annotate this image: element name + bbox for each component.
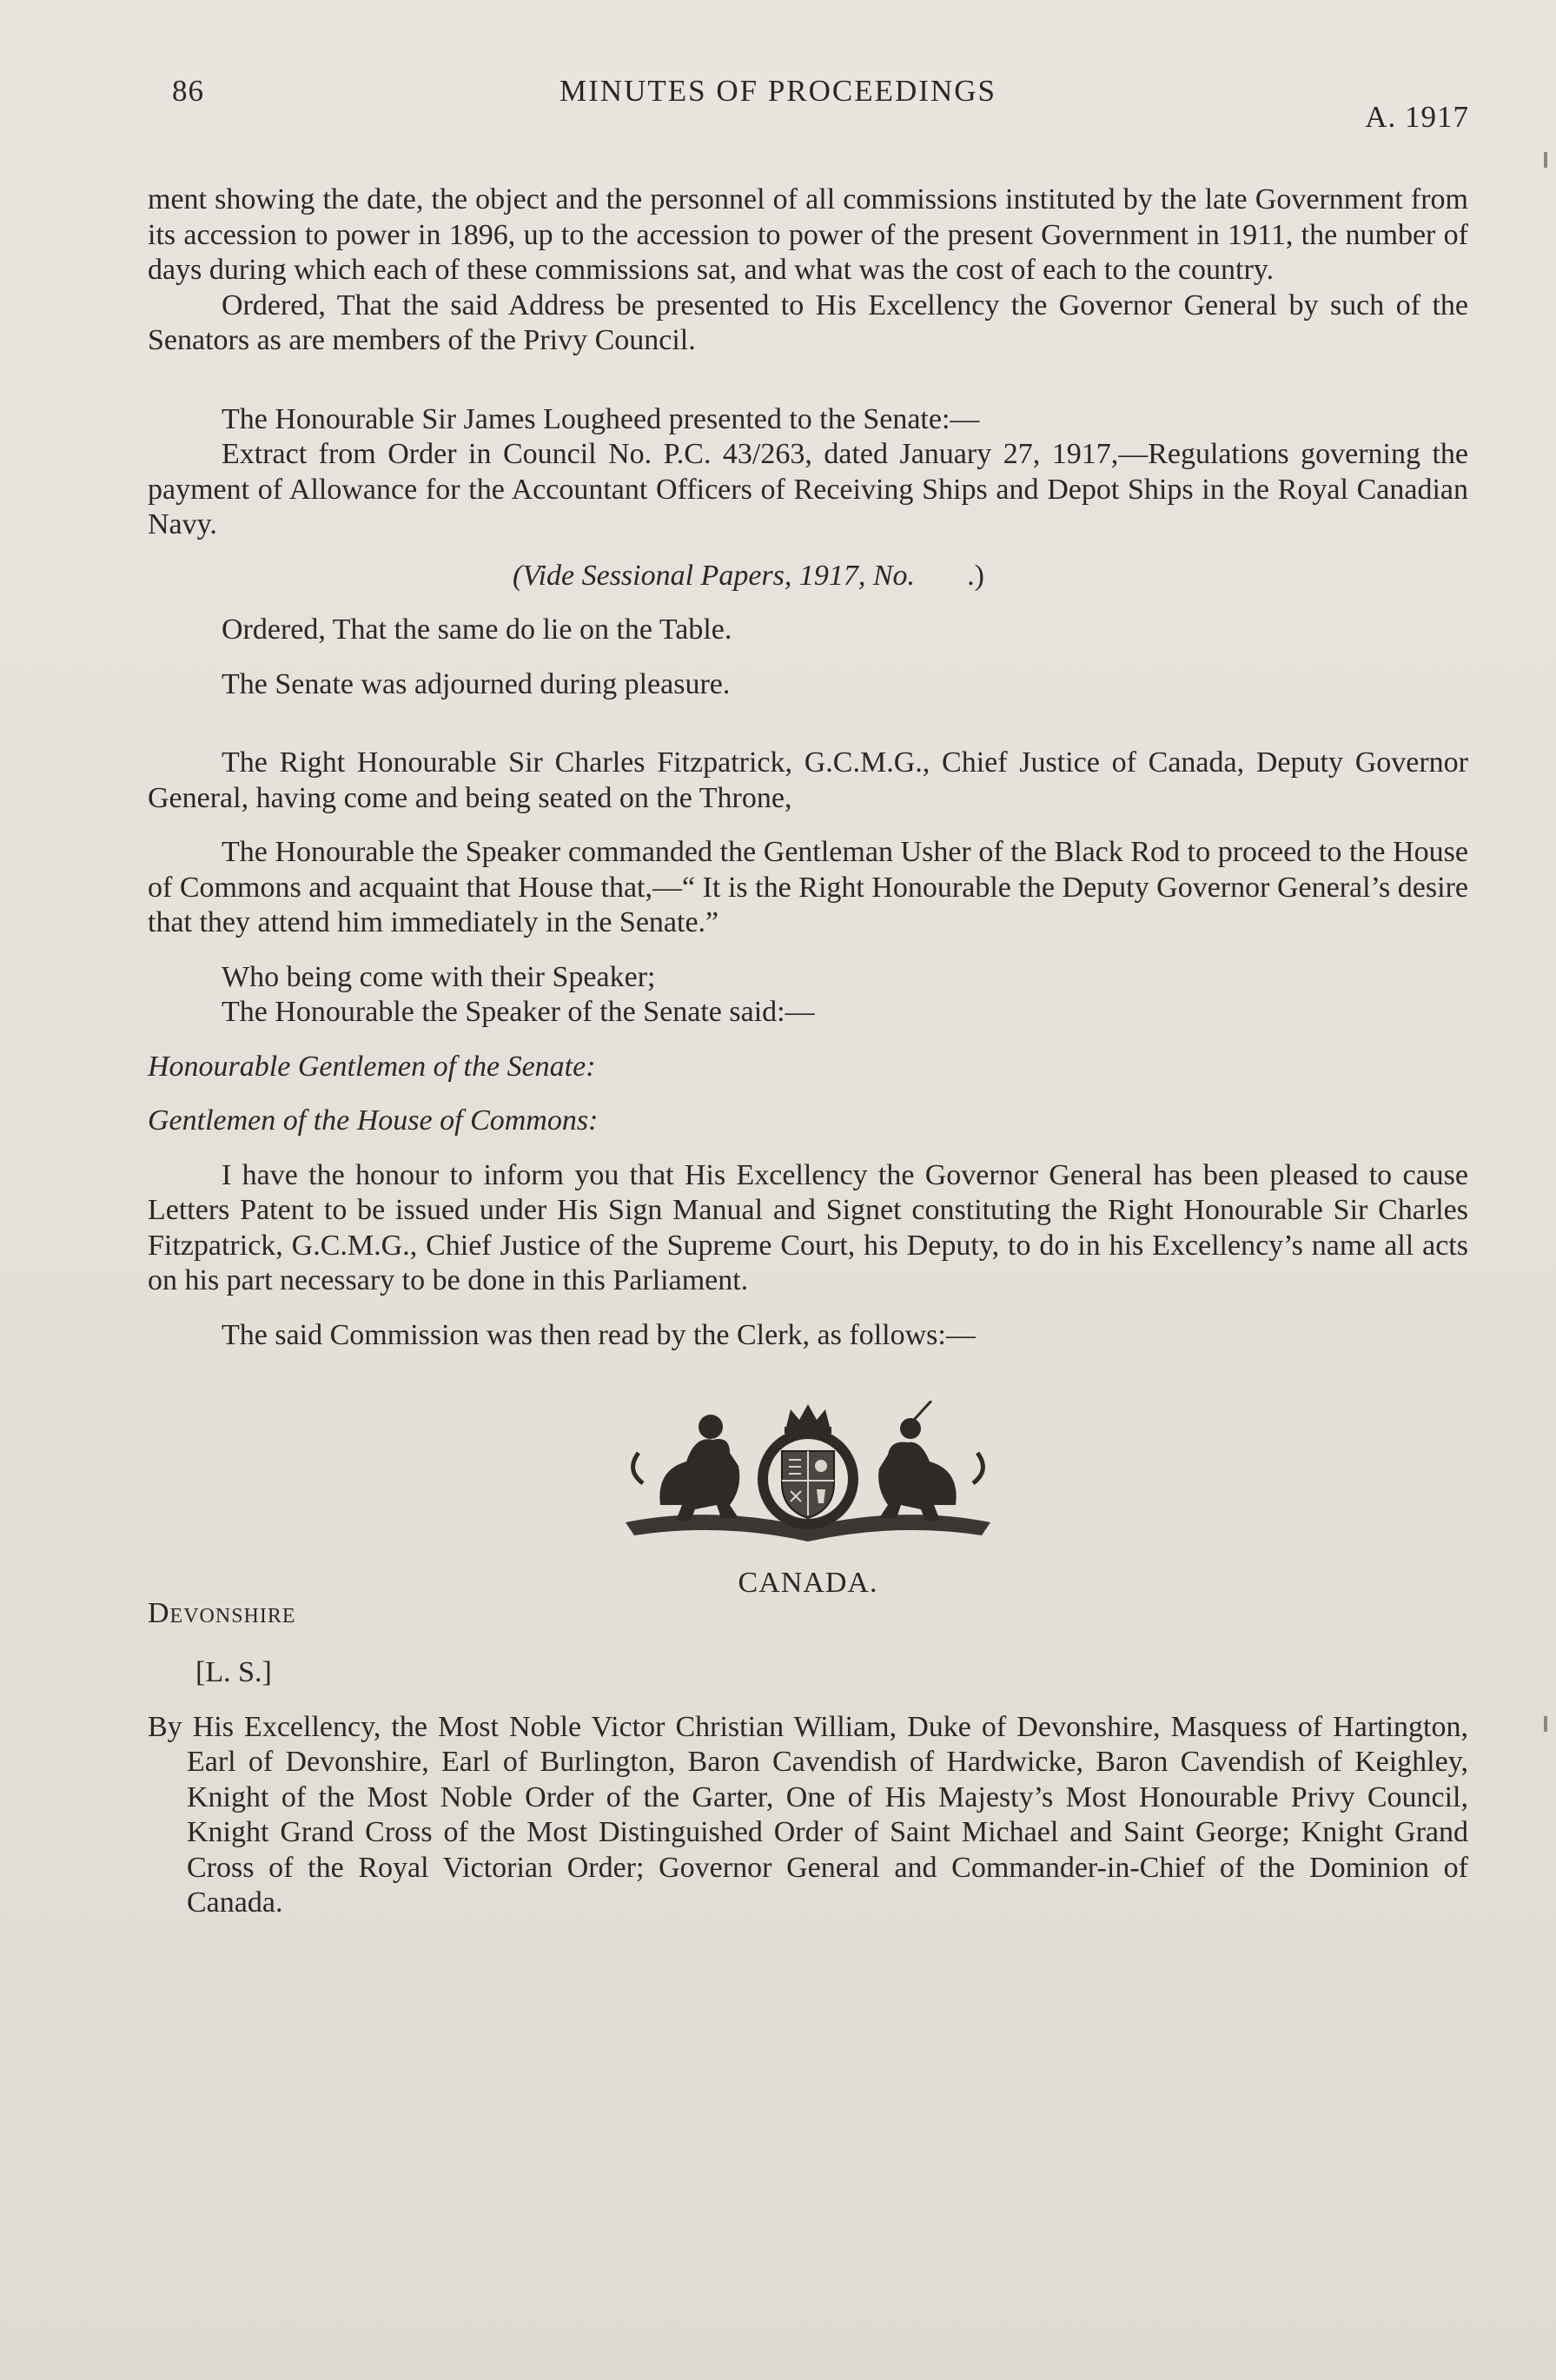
salutation-commons: Gentlemen of the House of Commons: xyxy=(148,1104,599,1137)
paragraph: Extract from Order in Council No. P.C. 43/263, dated January 27, 1917,—Regulations governing the payment of Allowance for the Accountant Officers of Receiving Ships and Depot Ships in the Royal Canadian Navy. xyxy=(148,438,1468,540)
paragraph: Ordered, That the said Address be presented to His Excellency the Governor General by such of the Senators as are members of the Privy Council. xyxy=(148,288,1468,356)
minutes-body xyxy=(148,182,1468,1921)
paragraph: Who being come with their Speaker; xyxy=(222,960,656,993)
country-heading: CANADA. xyxy=(738,1567,878,1599)
royal-coat-of-arms-icon xyxy=(608,1401,1008,1557)
running-title: MINUTES OF PROCEEDINGS xyxy=(559,74,997,108)
vide-reference xyxy=(513,559,1468,594)
crest-container xyxy=(148,1401,1468,1557)
vide-close: .) xyxy=(967,559,984,592)
paragraph: The Honourable the Speaker commanded the Gentleman Usher of the Black Rod to proceed to the House of Commons and acquaint that House that,—“ It is the Right Honourable the Deputy Governor General’s desire that they attend him immediately in the Senate.” xyxy=(148,836,1468,938)
paragraph: The Senate was adjourned during pleasure. xyxy=(222,667,731,700)
seal-mark: [L. S.] xyxy=(195,1656,272,1688)
paragraph: ment showing the date, the object and the personnel of all commissions instituted by the late Government from its accession to power in 1896, up to the accession to power of the present Government in 1911, the number of days during which each of these commissions sat, and what was the cost of each to the country. xyxy=(148,183,1468,286)
vide-text: (Vide Sessional Papers, 1917, No. xyxy=(513,559,916,592)
paragraph: I have the honour to inform you that His Excellency the Governor General has been pleased to cause Letters Patent to be issued under His Sign Manual and Signet constituting the Right Honourable Sir Charles Fitzpatrick, G.C.M.G., Chief Justice of the Supreme Court, his Deputy, to do in his Excellency’s name all acts on his part necessary to be done in this Parliament. xyxy=(148,1158,1468,1296)
commission-preamble: By His Excellency, the Most Noble Victor Christian William, Duke of Devonshire, Masquess of Hartington, Earl of Devonshire, Earl of Burlington, Baron Cavendish of Hardwicke, Baron Cavendish of Keighley, Knight of the Most Noble Order of the Garter, One of His Majesty’s Most Honourable Privy Council, Knight Grand Cross of the Most Distinguished Order of Saint Michael and Saint George; Knight Grand Cross of the Royal Victorian Order; Governor General and Commander-in-Chief of the Dominion of Canada. xyxy=(148,1710,1468,1919)
signatory-name: Devonshire xyxy=(148,1596,296,1629)
paragraph: The Right Honourable Sir Charles Fitzpatrick, G.C.M.G., Chief Justice of Canada, Deputy Governor General, having come and being seated on the Throne, xyxy=(148,746,1468,814)
margin-mark xyxy=(1544,152,1547,168)
paragraph: The Honourable the Speaker of the Senate said:— xyxy=(222,996,815,1028)
paragraph: The Honourable Sir James Lougheed presented to the Senate:— xyxy=(222,402,980,435)
page-number: 86 xyxy=(172,74,204,108)
session-year: A. 1917 xyxy=(1365,100,1469,134)
margin-mark xyxy=(1544,1716,1547,1732)
salutation-senate: Honourable Gentlemen of the Senate: xyxy=(148,1050,596,1083)
paragraph: The said Commission was then read by the Clerk, as follows:— xyxy=(222,1318,976,1351)
paragraph: Ordered, That the same do lie on the Table. xyxy=(222,613,732,646)
